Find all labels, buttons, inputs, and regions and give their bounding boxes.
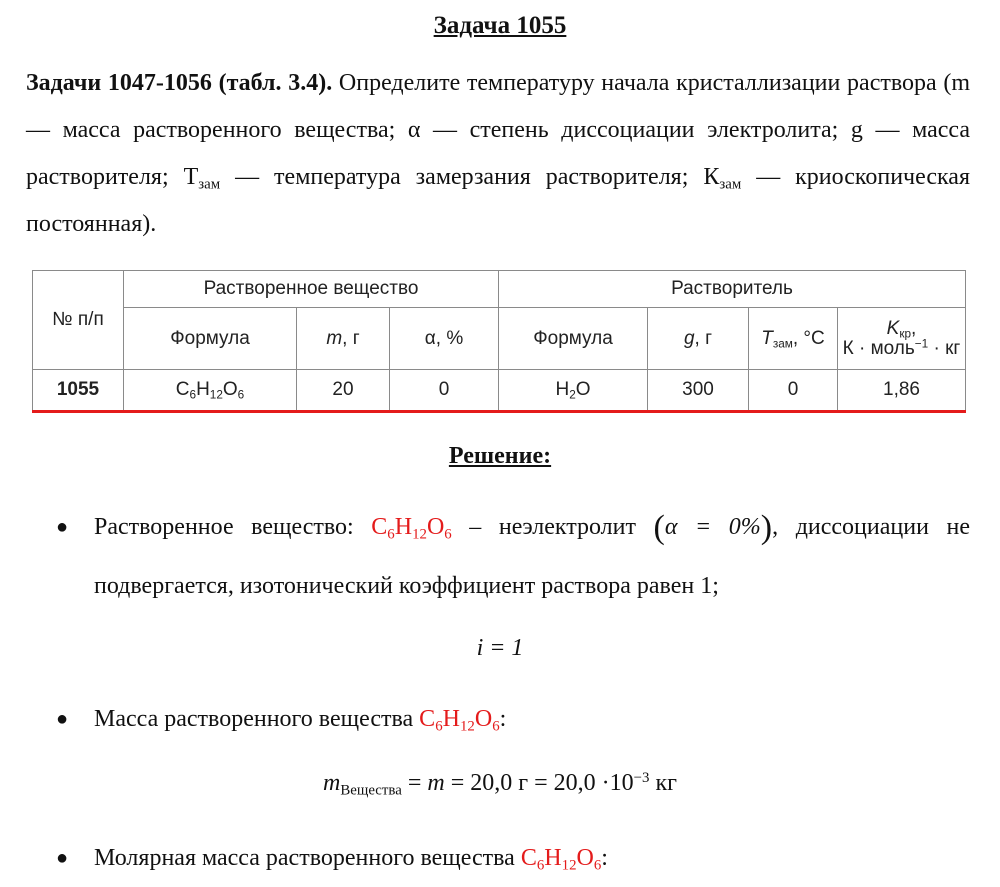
formula-i: i = 1 bbox=[476, 635, 524, 661]
bullet-icon: ● bbox=[56, 516, 69, 538]
cell-no: 1055 bbox=[33, 370, 124, 412]
header-t: $T_{зам}$, °C bbox=[749, 308, 838, 370]
data-table bbox=[32, 270, 966, 413]
problem-lead: Задачи 1047-1056 (табл. 3.4). bbox=[26, 70, 333, 96]
cell-m: 20 bbox=[297, 370, 390, 412]
list-item: ● Молярная масса растворенного вещества $C_6H_{12}O_6$: bbox=[56, 829, 970, 887]
page-title: Задача 1055 bbox=[433, 12, 567, 39]
list-item: ● Растворенное вещество: $C_6H_{12}O_6$ – неэлектролит (α = 0%), диссоциации не подвергается, изотонический коэффициент раствора равен 1; bbox=[56, 498, 970, 615]
problem-statement: Задачи 1047-1056 (табл. 3.4). Определите температуру начала кристаллизации раствора (m — масса растворенного вещества; α — степень диссоциации электролита; g — масса растворителя; $Т_{зам}$ — температура замерзания растворителя; $К_{зам}$ — криоскопическая постоянная). bbox=[26, 70, 970, 237]
header-formula: Формула bbox=[124, 308, 297, 370]
cell-solvent-formula: $H_2O$ bbox=[499, 370, 648, 412]
formula-glucose: $C_6H_{12}O_6$ bbox=[371, 514, 452, 543]
formula-glucose: $C_6H_{12}O_6$ bbox=[419, 706, 500, 735]
header-no: № п/п bbox=[33, 271, 124, 370]
cell-t: 0 bbox=[749, 370, 838, 412]
formula-glucose: $C_6H_{12}O_6$ bbox=[520, 845, 602, 874]
header-solvent-formula: Формула bbox=[499, 308, 648, 370]
header-k: $K_{кр}$, К · моль$^{-1}$ · кг bbox=[838, 308, 966, 370]
table-row bbox=[33, 370, 966, 412]
header-solvent-group: Растворитель bbox=[499, 271, 966, 308]
formula-mass: $m_{Вещества} = m = 20,0$ $г = 20,0 \cdot 10^{-3}$ кг bbox=[323, 769, 677, 799]
bullet-icon: ● bbox=[56, 708, 69, 730]
cell-k: 1,86 bbox=[838, 370, 966, 412]
header-alpha: α, % bbox=[390, 308, 499, 370]
header-solute-group: Растворенное вещество bbox=[124, 271, 499, 308]
cell-alpha: 0 bbox=[390, 370, 499, 412]
solution-heading: Решение: bbox=[448, 443, 552, 469]
cell-g: 300 bbox=[648, 370, 749, 412]
cell-formula: $C_6H_{12}O_6$ bbox=[124, 370, 297, 412]
list-item: ● Масса растворенного вещества $C_6H_{12}O_6$: bbox=[56, 690, 970, 748]
header-m: m, г bbox=[297, 308, 390, 370]
header-g: g, г bbox=[648, 308, 749, 370]
bullet-icon: ● bbox=[56, 847, 69, 869]
